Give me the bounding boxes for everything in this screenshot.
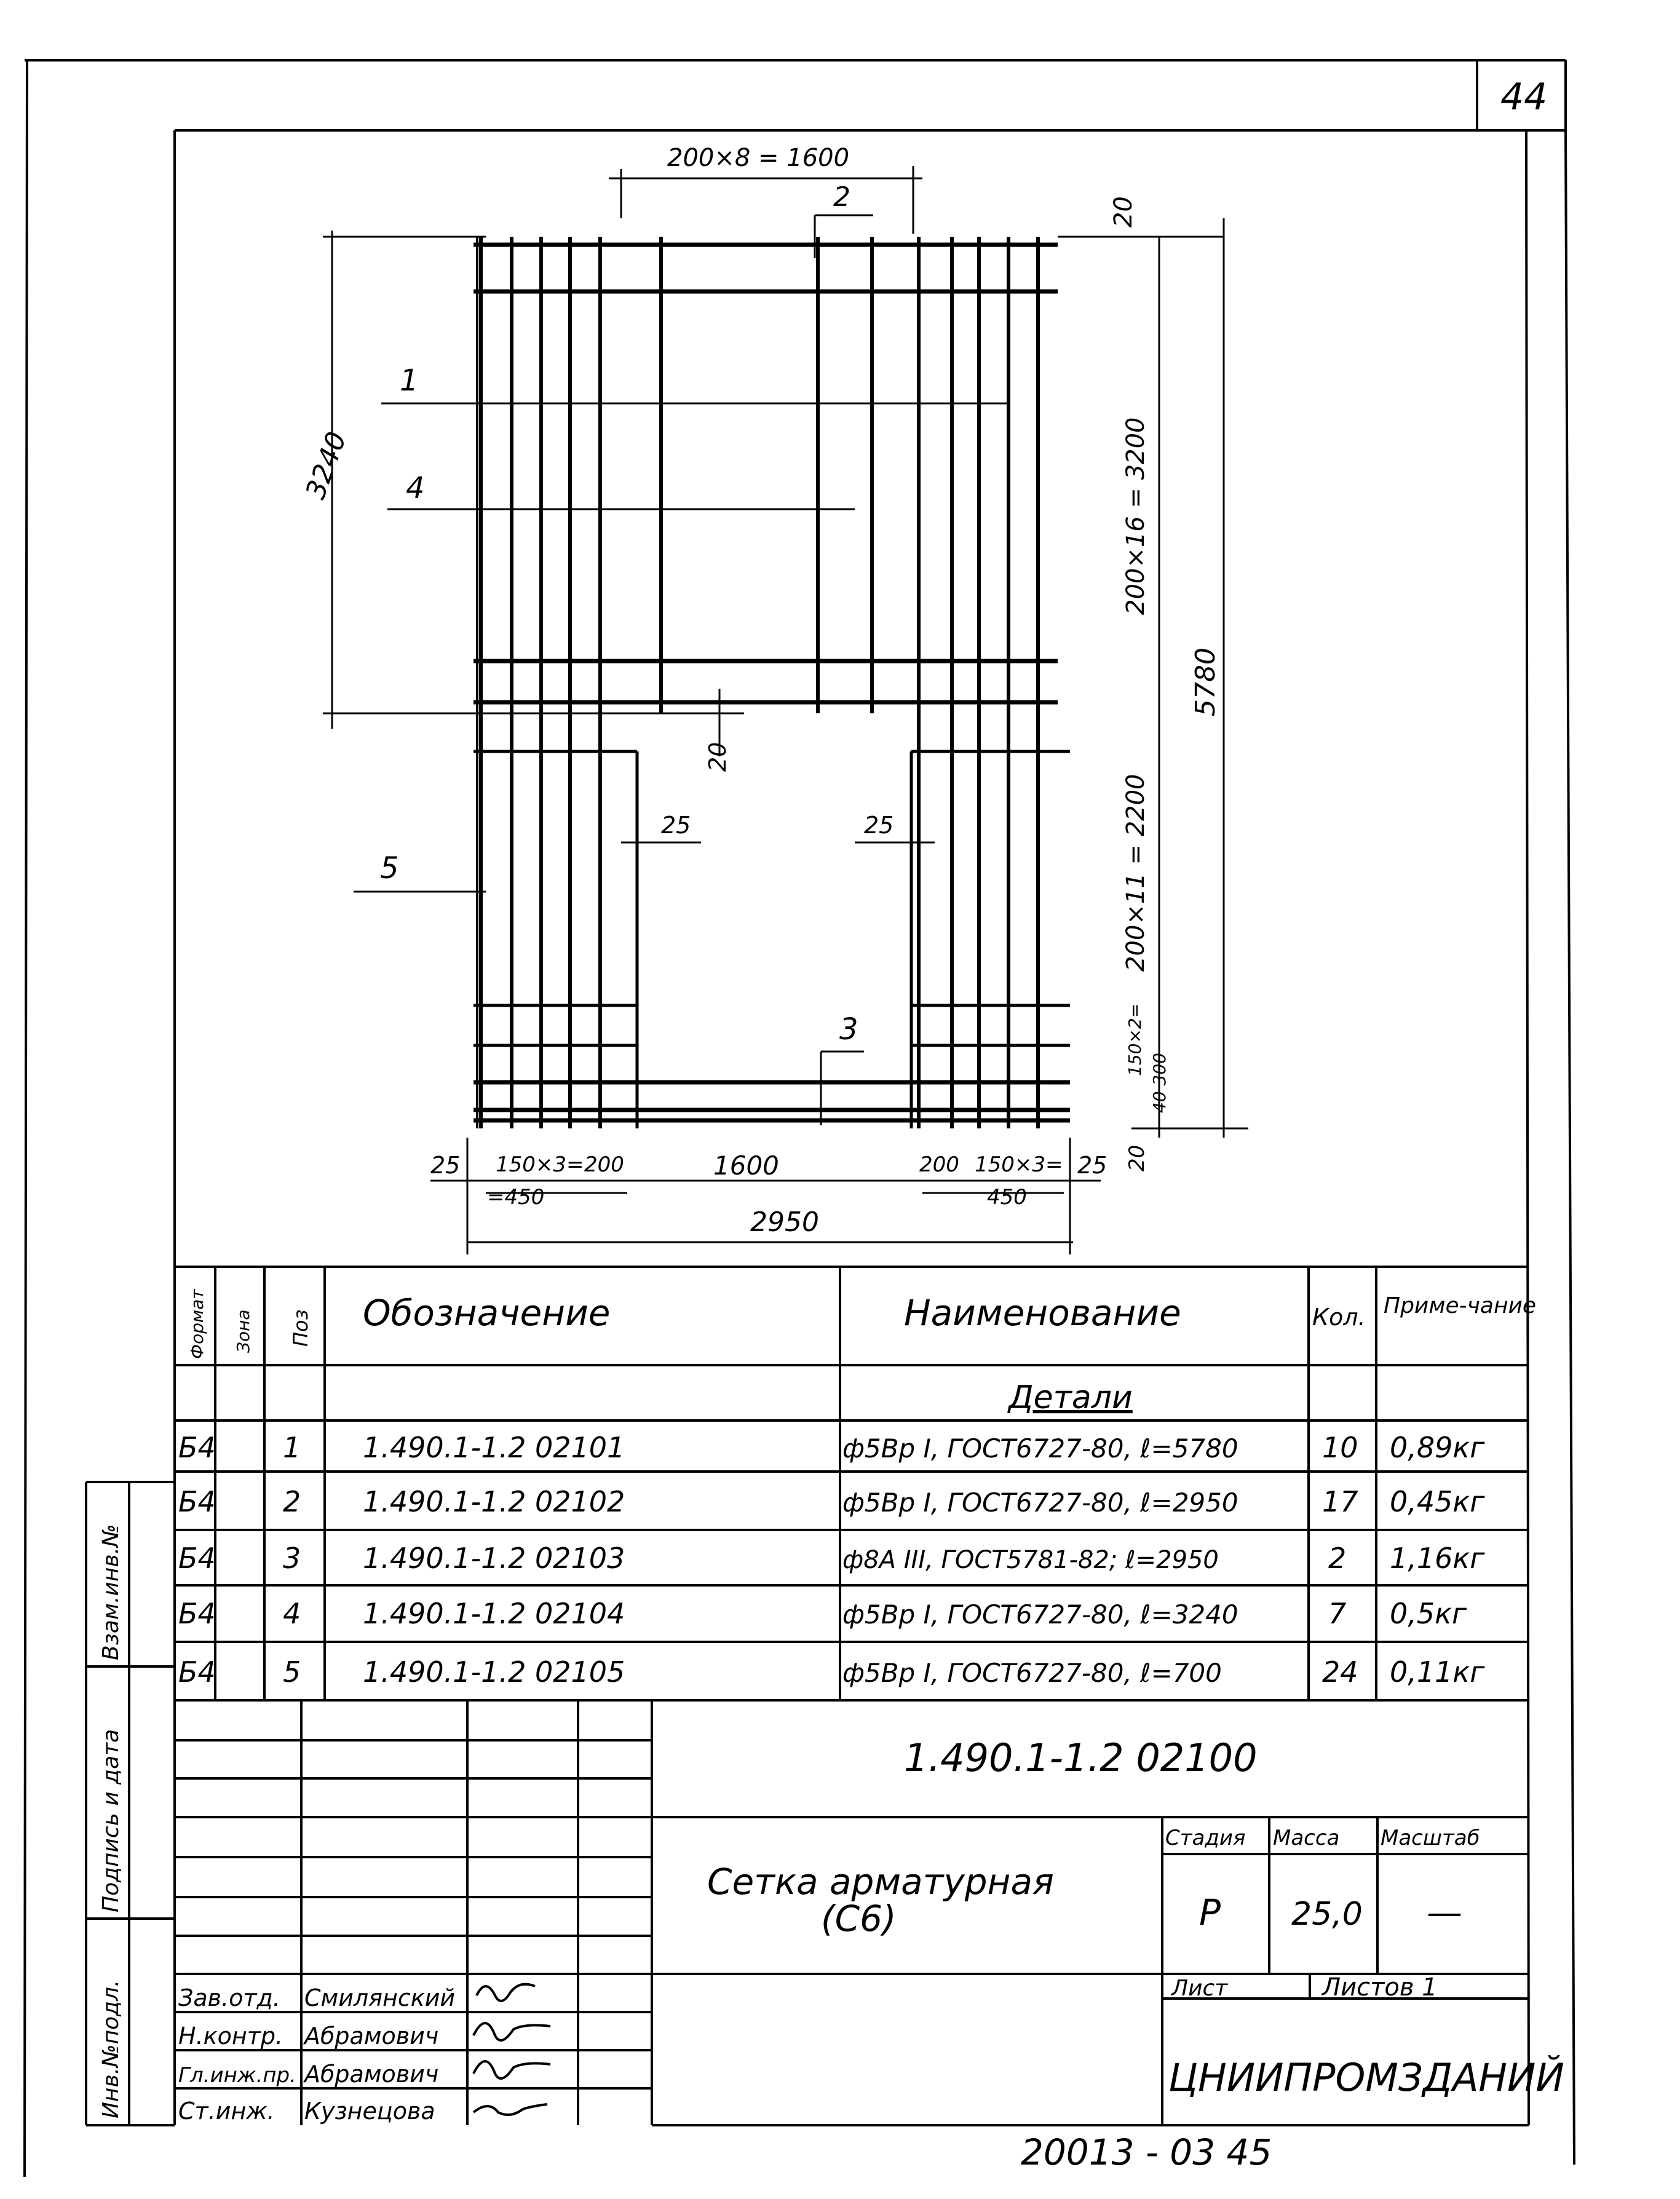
dim-b-25-right: 25 <box>1077 1152 1107 1179</box>
row-pos: 1 <box>283 1431 301 1464</box>
dim-w25-left: 25 <box>661 812 691 839</box>
dim-top-gap: 20 <box>1109 196 1138 228</box>
mesh-horizontal-bars-thin <box>381 403 1008 509</box>
mass-value: 25,0 <box>1291 1896 1363 1933</box>
hdr-zone: Зона <box>233 1309 253 1353</box>
hdr-pos: Поз <box>289 1309 312 1347</box>
dim-w25-right: 25 <box>864 812 894 839</box>
hdr-qty: Кол. <box>1312 1304 1366 1331</box>
row-designation: 1.490.1-1.2 02102 <box>363 1485 625 1518</box>
row-name: ф8А III, ГОСТ5781-82; ℓ=2950 <box>842 1546 1219 1574</box>
row-note: 0,89кг <box>1390 1431 1485 1464</box>
stage-value: Р <box>1199 1892 1221 1933</box>
org-name: ЦНИИПРОМЗДАНИЙ <box>1168 2055 1564 2100</box>
doc-code: 1.490.1-1.2 02100 <box>904 1735 1258 1780</box>
dim-b-1600: 1600 <box>713 1151 779 1181</box>
row-format: Б4 <box>178 1542 216 1575</box>
dim-b-200-right: 200 <box>919 1152 959 1177</box>
dim-right-lower: 200×11 = 2200 <box>1122 774 1150 972</box>
dimension-lines <box>323 166 1248 1254</box>
row-format: Б4 <box>178 1597 216 1630</box>
table-row <box>178 1655 1485 1689</box>
row-note: 0,45кг <box>1390 1485 1485 1518</box>
hdr-note: Приме-чание <box>1384 1293 1537 1318</box>
signer-name: Абрамович <box>304 2023 439 2050</box>
row-qty: 2 <box>1328 1542 1347 1575</box>
table-row <box>178 1597 1467 1630</box>
row-name: ф5Вр I, ГОСТ6727-80, ℓ=700 <box>842 1658 1222 1688</box>
scale-label: Масштаб <box>1381 1826 1480 1850</box>
table-row <box>178 1431 1485 1464</box>
row-pos: 5 <box>283 1655 301 1689</box>
dim-pos3: 3 <box>839 1012 858 1047</box>
stamp-sign-date: Подпись и дата <box>98 1729 124 1912</box>
title-block-text <box>178 1735 1564 2125</box>
signer-role: Гл.инж.пр. <box>178 2063 296 2088</box>
dim-pos5: 5 <box>380 851 399 886</box>
row-qty: 17 <box>1322 1485 1358 1518</box>
sheet-label: Лист <box>1171 1976 1228 2001</box>
stamp-inv-no: Инв.№подл. <box>98 1979 124 2118</box>
mesh-vertical-bars-left <box>481 237 661 1128</box>
row-note: 0,5кг <box>1390 1597 1467 1630</box>
row-name: ф5Вр I, ГОСТ6727-80, ℓ=5780 <box>842 1433 1238 1464</box>
row-qty: 10 <box>1322 1431 1358 1464</box>
row-name: ф5Вр I, ГОСТ6727-80, ℓ=3240 <box>842 1599 1238 1630</box>
dim-pos1: 1 <box>400 363 419 398</box>
dim-b-150x3-right: 150×3= <box>975 1152 1063 1177</box>
row-pos: 3 <box>283 1542 301 1575</box>
dimension-labels <box>300 144 1221 1238</box>
dim-b-total: 2950 <box>750 1206 819 1238</box>
dim-b-450-left: =450 <box>487 1185 545 1210</box>
signer-role: Ст.инж. <box>178 2098 275 2125</box>
mesh-vertical-bars-right <box>818 237 1038 1128</box>
signer-role: Зав.отд. <box>178 1984 280 2011</box>
dim-right-small1: 150×2= <box>1125 1003 1145 1076</box>
dim-b-25-left: 25 <box>430 1152 461 1179</box>
scale-value: — <box>1427 1892 1462 1933</box>
sheet-number: 44 <box>1500 76 1548 119</box>
signer-name: Кузнецова <box>304 2098 435 2125</box>
table-row <box>178 1485 1485 1518</box>
dim-right-small2: 40 300 <box>1149 1053 1170 1113</box>
dim-right-total: 5780 <box>1190 648 1221 716</box>
hdr-designation: Обозначение <box>363 1292 611 1334</box>
row-designation: 1.490.1-1.2 02105 <box>363 1655 625 1689</box>
dim-b-150x3-left: 150×3= <box>496 1152 584 1177</box>
row-format: Б4 <box>178 1655 216 1689</box>
row-pos: 2 <box>283 1485 301 1518</box>
mesh-horizontal-bars-top <box>473 245 1058 702</box>
dim-bottom-gap: 20 <box>1125 1144 1149 1171</box>
spec-headers <box>187 1289 1536 1416</box>
spec-section-title: Детали <box>1008 1379 1133 1416</box>
row-designation: 1.490.1-1.2 02101 <box>363 1431 625 1464</box>
bottom-code: 20013 - 03 45 <box>1021 2131 1272 2173</box>
table-row <box>178 1542 1485 1575</box>
row-designation: 1.490.1-1.2 02104 <box>363 1597 625 1630</box>
row-format: Б4 <box>178 1431 216 1464</box>
dim-top-span: 200×8 = 1600 <box>667 144 850 172</box>
signer-role: Н.контр. <box>178 2023 283 2050</box>
dim-right-upper: 200×16 = 3200 <box>1122 417 1150 615</box>
row-designation: 1.490.1-1.2 02103 <box>363 1542 625 1575</box>
row-pos: 4 <box>283 1597 301 1630</box>
row-qty: 24 <box>1322 1655 1358 1689</box>
sheets-label: Листов 1 <box>1322 1973 1438 2002</box>
mass-label: Масса <box>1273 1826 1340 1850</box>
signer-name: Абрамович <box>304 2061 439 2088</box>
dim-pos2: 2 <box>833 181 850 213</box>
stamp-replace-inv: Взам.инв.№ <box>98 1524 124 1660</box>
title-line2: (С6) <box>821 1898 897 1939</box>
dim-pos4: 4 <box>406 471 425 505</box>
row-format: Б4 <box>178 1485 216 1518</box>
title-line1: Сетка арматурная <box>707 1861 1054 1903</box>
hdr-format: Формат <box>187 1289 207 1359</box>
mesh-drawing <box>381 237 1070 1128</box>
hdr-name: Наименование <box>904 1292 1181 1334</box>
spec-rows <box>178 1431 1485 1689</box>
dim-b-450-right: 450 <box>987 1185 1027 1210</box>
stage-label: Стадия <box>1165 1826 1246 1850</box>
dim-b-200-left: 200 <box>584 1152 624 1177</box>
side-stamp-labels <box>98 1524 124 2118</box>
row-note: 1,16кг <box>1390 1542 1485 1575</box>
dim-left-height: 3240 <box>299 427 353 504</box>
signer-name: Смилянский <box>304 1984 456 2011</box>
dim-mid-gap: 20 <box>704 742 731 772</box>
row-note: 0,11кг <box>1390 1655 1485 1689</box>
row-qty: 7 <box>1328 1597 1347 1630</box>
row-name: ф5Вр I, ГОСТ6727-80, ℓ=2950 <box>842 1488 1238 1518</box>
